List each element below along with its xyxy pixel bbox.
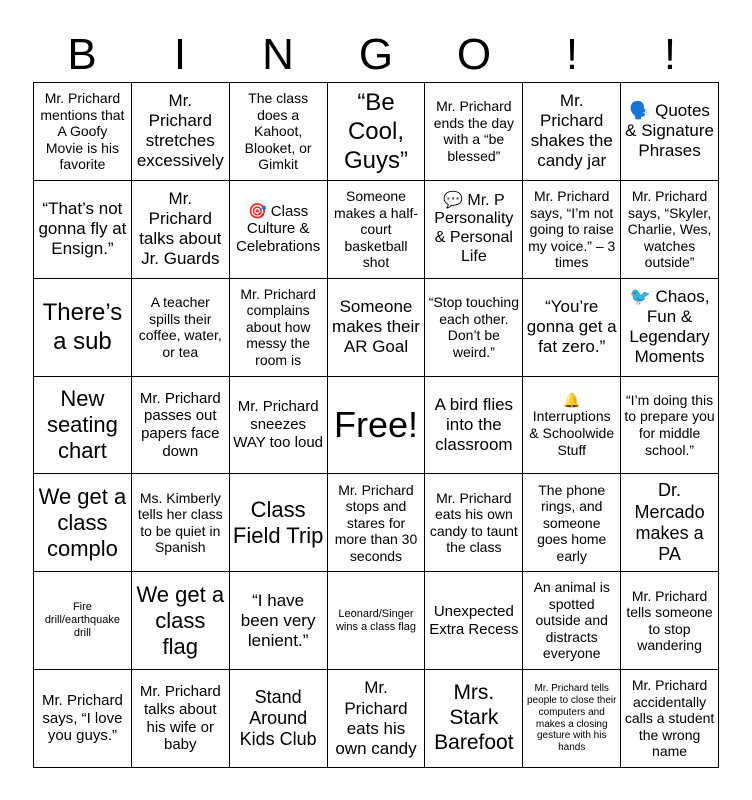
bingo-square[interactable]: Mr. Prichard tells people to close their computers and makes a closing gesture with his hands (523, 670, 621, 768)
bingo-square[interactable]: A bird flies into the classroom (425, 377, 523, 475)
bingo-square[interactable]: Ms. Kimberly tells her class to be quiet in Spanish (132, 474, 230, 572)
bingo-square[interactable]: 💬 Mr. P Personality & Personal Life (425, 181, 523, 279)
title-letter: B (67, 30, 97, 79)
bingo-square[interactable]: Mr. Prichard stops and stares for more than 30 seconds (328, 474, 426, 572)
bingo-square[interactable]: We get a class flag (132, 572, 230, 670)
bingo-square[interactable]: 🗣️ Quotes & Signature Phrases (621, 83, 719, 181)
bingo-square[interactable]: Someone makes their AR Goal (328, 279, 426, 377)
bingo-title (33, 28, 719, 82)
title-letter: I (173, 30, 187, 79)
bingo-square[interactable]: Class Field Trip (230, 474, 328, 572)
bingo-square[interactable]: Stand Around Kids Club (230, 670, 328, 768)
title-letter: ! (565, 30, 579, 79)
bingo-square[interactable]: Mr. Prichard passes out papers face down (132, 377, 230, 475)
bingo-square[interactable]: A teacher spills their coffee, water, or tea (132, 279, 230, 377)
free-square[interactable]: Free! (328, 377, 426, 475)
bingo-square[interactable]: “I have been very lenient.” (230, 572, 328, 670)
bingo-square[interactable]: “Be Cool, Guys” (328, 83, 426, 181)
bingo-square[interactable]: Dr. Mercado makes a PA (621, 474, 719, 572)
bingo-square[interactable]: Mr. Prichard says, “Skyler, Charlie, Wes, watches outside” (621, 181, 719, 279)
bingo-square[interactable]: “That’s not gonna fly at Ensign.” (34, 181, 132, 279)
bingo-square[interactable]: “Stop touching each other. Don’t be weird.” (425, 279, 523, 377)
bingo-square[interactable]: Mr. Prichard mentions that A Goofy Movie is his favorite (34, 83, 132, 181)
bingo-square[interactable]: Fire drill/earthquake drill (34, 572, 132, 670)
bingo-square[interactable]: We get a class complo (34, 474, 132, 572)
bingo-square[interactable]: “I’m doing this to prepare you for middle school.” (621, 377, 719, 475)
bingo-square[interactable]: Mr. Prichard complains about how messy the room is (230, 279, 328, 377)
bingo-square[interactable]: Mr. Prichard eats his own candy to taunt the class (425, 474, 523, 572)
bingo-square[interactable]: The phone rings, and someone goes home early (523, 474, 621, 572)
bingo-square[interactable]: Mr. Prichard ends the day with a “be blessed” (425, 83, 523, 181)
bingo-square[interactable]: Mr. Prichard sneezes WAY too loud (230, 377, 328, 475)
bingo-square[interactable]: The class does a Kahoot, Blooket, or Gimkit (230, 83, 328, 181)
title-letter: N (262, 30, 294, 79)
bingo-square[interactable]: Mr. Prichard says, “I’m not going to raise my voice.” – 3 times (523, 181, 621, 279)
bingo-square[interactable]: Mr. Prichard eats his own candy (328, 670, 426, 768)
bingo-square[interactable]: New seating chart (34, 377, 132, 475)
bingo-square[interactable]: 🎯 Class Culture & Celebrations (230, 181, 328, 279)
bingo-square[interactable]: 🐦 Chaos, Fun & Legendary Moments (621, 279, 719, 377)
bingo-square[interactable]: Mr. Prichard stretches excessively (132, 83, 230, 181)
bingo-square[interactable]: Mr. Prichard says, “I love you guys.” (34, 670, 132, 768)
bingo-square[interactable]: Mr. Prichard talks about Jr. Guards (132, 181, 230, 279)
bingo-square[interactable]: Mrs. Stark Barefoot (425, 670, 523, 768)
bingo-square[interactable]: Leonard/Singer wins a class flag (328, 572, 426, 670)
bingo-square[interactable]: “You’re gonna get a fat zero.” (523, 279, 621, 377)
title-letter: O (456, 30, 492, 79)
bingo-square[interactable]: Mr. Prichard tells someone to stop wandering (621, 572, 719, 670)
bingo-card (33, 82, 719, 768)
bingo-square[interactable]: Mr. Prichard talks about his wife or baby (132, 670, 230, 768)
bingo-square[interactable]: An animal is spotted outside and distracts everyone (523, 572, 621, 670)
bingo-square[interactable]: There’s a sub (34, 279, 132, 377)
bingo-square[interactable]: Mr. Prichard shakes the candy jar (523, 83, 621, 181)
bingo-square[interactable]: Someone makes a half-court basketball shot (328, 181, 426, 279)
title-letter: ! (663, 30, 677, 79)
bingo-square[interactable]: Unexpected Extra Recess (425, 572, 523, 670)
bingo-square[interactable]: Mr. Prichard accidentally calls a student the wrong name (621, 670, 719, 768)
bingo-square[interactable]: 🔔 Interruptions & Schoolwide Stuff (523, 377, 621, 475)
title-letter: G (358, 30, 394, 79)
